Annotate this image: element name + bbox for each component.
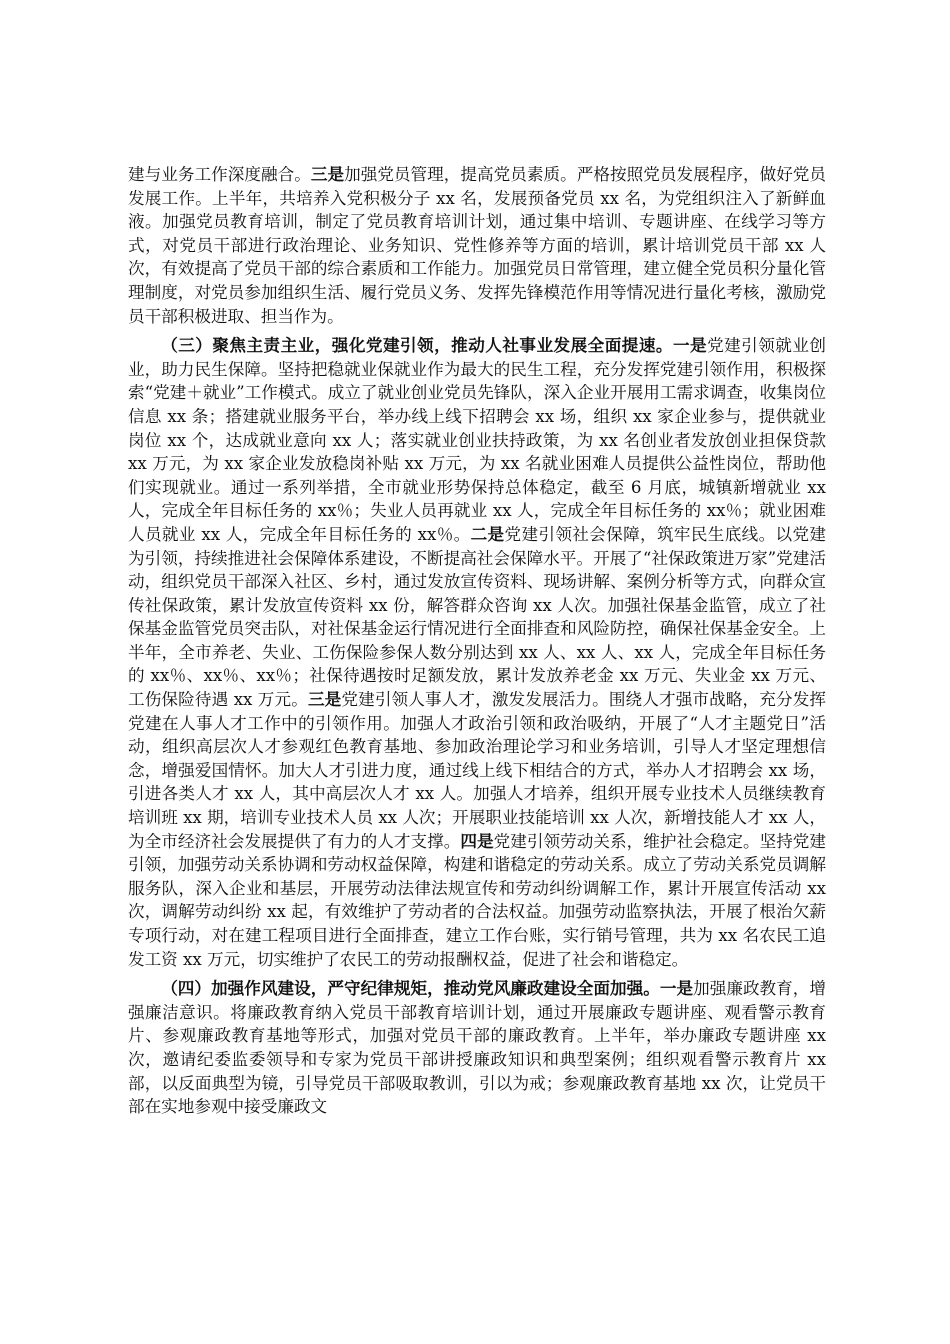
bold-lead-yi: 一是	[672, 335, 708, 356]
bold-lead-san: 三是	[307, 689, 342, 710]
bold-lead-yi: 一是	[659, 978, 694, 999]
paragraph-text: 党建引领人事人才，激发发展活力。围绕人才强市战略，充分发挥党建在人事人才工作中的引领作用。加强人才政治引领和政治吸纳，开展了“人才主题党日”活动，组织高层次人才参观红色教育基地、参加政治理论学习和业务培训，引导人才坚定理想信念，增强爱国情怀。加大人才引进力度，通过线上线下相结合的方式，举办人才招聘会 xx 场，引进各类人才 xx 人，其中高层次人才 xx 人。加强人才培养，组织开展专业技术人员继续教育培训班 xx 期，培训专业技术人员 xx 人次；开展职业技能培训 xx 人次，新增技能人才 xx 人，为全市经济社会发展提供了有力的人才支撑。	[128, 690, 827, 851]
section-heading-3: （三）聚焦主责主业，强化党建引领，推动人社事业发展全面提速。	[161, 335, 673, 356]
bold-lead-er: 二是	[470, 523, 505, 544]
bold-lead-si: 四是	[460, 830, 494, 851]
document-body	[128, 163, 826, 1119]
paragraph-1	[128, 163, 826, 328]
paragraph-3	[128, 977, 826, 1119]
paragraph-text: 党建引领就业创业，助力民生保障。坚持把稳就业保就业作为最大的民生工程，充分发挥党建引领作用，积极探索“党建＋就业”工作模式。成立了就业创业党员先锋队，深入企业开展用工需求调查，收集岗位信息 xx 条；搭建就业服务平台，举办线上线下招聘会 xx 场，组织 xx 家企业参与，提供就业岗位 xx 个，达成就业意向 xx 人；落实就业创业扶持政策，为 xx 名创业者发放创业担保贷款 xx 万元，为 xx 家企业发放稳岗补贴 xx 万元，为 xx 名就业困难人员提供公益性岗位，帮助他们实现就业。通过一系列举措，全市就业形势保持总体稳定，截至 6 月底，城镇新增就业 xx 人，完成全年目标任务的 xx％；失业人员再就业 xx 人，完成全年目标任务的 xx％；就业困难人员就业 xx 人，完成全年目标任务的 xx％。	[128, 336, 827, 544]
bold-lead-san: 三是	[310, 164, 345, 184]
paragraph-text: 加强党员管理，提高党员素质。严格按照党员发展程序，做好党员发展工作。上半年，共培养入党积极分子 xx 名，发展预备党员 xx 名，为党组织注入了新鲜血液。加强党员教育培训，制定了党员教育培训计划，通过集中培训、专题讲座、在线学习等方式，对党员干部进行政治理论、业务知识、党性修养等方面的培训，累计培训党员干部 xx 人次，有效提高了党员干部的综合素质和工作能力。加强党员日常管理，建立健全党员积分量化管理制度，对党员参加组织生活、履行党员义务、发挥先锋模范作用等情况进行量化考核，激励党员干部积极进取、担当作为。	[128, 165, 827, 326]
paragraph-text: 党建引领劳动关系，维护社会稳定。坚持党建引领，加强劳动关系协调和劳动权益保障，构建和谐稳定的劳动关系。成立了劳动关系党员调解服务队，深入企业和基层，开展劳动法律法规宣传和劳动纠纷调解工作，累计开展宣传活动 xx 次，调解劳动纠纷 xx 起，有效维护了劳动者的合法权益。加强劳动监察执法，开展了根治欠薪专项行动，对在建工程项目进行全面排查，建立工作台账，实行销号管理，共为 xx 名农民工追发工资 xx 万元，切实维护了农民工的劳动报酬权益，促进了社会和谐稳定。	[128, 831, 827, 969]
section-heading-4: （四）加强作风建设，严守纪律规矩，推动党风廉政建设全面加强。	[161, 978, 660, 999]
paragraph-text: 党建引领社会保障，筑牢民生底线。以党建为引领，持续推进社会保障体系建设，不断提高社会保障水平。开展了“社保政策进万家”党建活动，组织党员干部深入社区、乡村，通过发放宣传资料、现场讲解、案例分析等方式，向群众宣传社保政策，累计发放宣传资料 xx 份，解答群众咨询 xx 人次。加强社保基金监管，成立了社保基金监管党员突击队，对社保基金运行情况进行全面排查和风险防控，确保社保基金安全。上半年，全市养老、失业、工伤保险参保人数分别达到 xx 人、xx 人、xx 人，完成全年目标任务的 xx％、xx％、xx％；社保待遇按时足额发放，累计发放养老金 xx 万元、失业金 xx 万元、工伤保险待遇 xx 万元。	[128, 524, 827, 710]
paragraph-text: 加强廉政教育，增强廉洁意识。将廉政教育纳入党员干部教育培训计划，通过开展廉政专题讲座、观看警示教育片、参观廉政教育基地等形式，加强对党员干部的廉政教育。上半年，举办廉政专题讲座 xx 次，邀请纪委监委领导和专家为党员干部讲授廉政知识和典型案例；组织观看警示教育片 xx 部，以反面典型为镜，引导党员干部吸取教训，引以为戒；参观廉政教育基地 xx 次，让党员干部在实地参观中接受廉政文	[128, 979, 827, 1117]
paragraph-text: 建与业务工作深度融合。	[128, 165, 311, 184]
paragraph-2	[128, 334, 826, 971]
